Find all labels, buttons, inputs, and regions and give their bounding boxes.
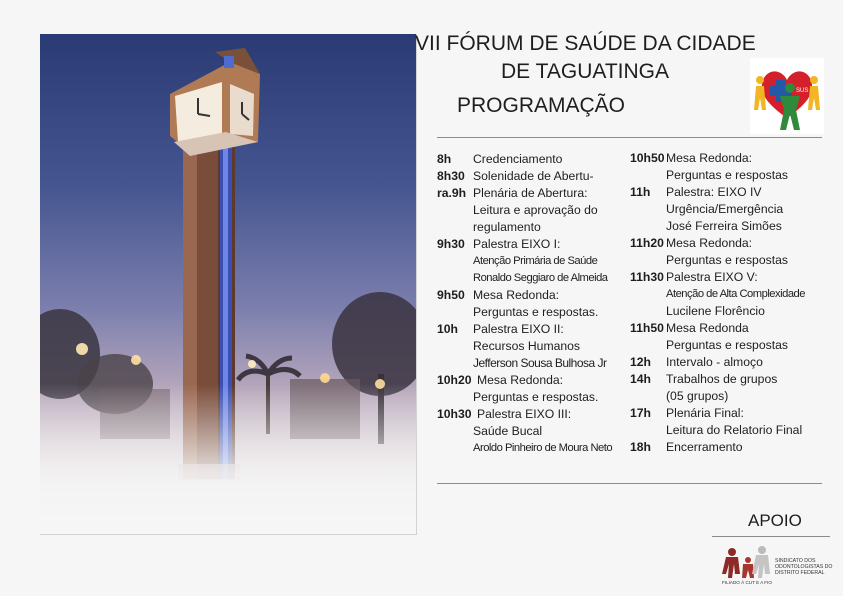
schedule-text: Perguntas e respostas (666, 168, 788, 182)
sponsor-name: SINDICATO DOS ODONTOLOGISTAS DO DISTRITO FEDERAL (775, 558, 833, 576)
schedule-item (630, 405, 830, 439)
schedule-text: Intervalo - almoço (666, 355, 763, 369)
event-title-line2: DE TAGUATINGA (500, 60, 670, 83)
schedule-left-column (437, 151, 632, 457)
schedule-time: 17h (630, 406, 652, 420)
schedule-text: Solenidade de Abertu- (473, 169, 594, 183)
schedule-speaker: Jefferson Sousa Bulhosa Jr (473, 356, 607, 370)
schedule-text: Plenária de Abertura: (473, 186, 588, 200)
bottom-divider (437, 483, 822, 484)
apoio-divider (712, 536, 830, 537)
schedule-item (437, 372, 632, 406)
schedule-time: 9h30 (437, 237, 465, 251)
clock-tower-photo (40, 34, 417, 535)
schedule-text: Recursos Humanos (473, 339, 581, 353)
event-title (415, 30, 755, 86)
schedule-time: 9h50 (437, 288, 465, 302)
schedule-item (630, 439, 830, 456)
schedule-time: 10h30 (437, 407, 472, 421)
schedule-time: 11h (630, 185, 651, 199)
schedule-item (437, 168, 632, 185)
schedule-time: 8h30 (437, 169, 465, 183)
schedule-text: regulamento (473, 220, 541, 234)
schedule-text: Mesa Redonda (666, 321, 749, 335)
schedule-text: Mesa Redonda: (666, 151, 753, 165)
sponsor-tagline: FILIADO À CUT E A FIO (722, 580, 772, 585)
schedule-text: Perguntas e respostas (666, 338, 788, 352)
schedule-speaker: Ronaldo Seggiaro de Almeida (473, 272, 608, 284)
schedule-item (437, 236, 632, 287)
schedule-item (437, 287, 632, 321)
schedule-text: Mesa Redonda: (473, 288, 560, 302)
schedule-time: ra.9h (437, 186, 467, 200)
schedule-text: (05 grupos) (666, 389, 729, 403)
schedule-text: Perguntas e respostas. (473, 305, 599, 319)
schedule-item (437, 185, 632, 236)
schedule-text: Atenção Primária de Saúde (473, 255, 598, 267)
schedule-item (630, 371, 830, 405)
program-heading: PROGRAMAÇÃO (457, 94, 626, 117)
schedule-item (630, 150, 830, 184)
schedule-text: Mesa Redonda: (666, 236, 753, 250)
schedule-text: Urgência/Emergência (666, 202, 784, 216)
schedule-text: Palestra EIXO II: (473, 322, 564, 336)
schedule-text: Leitura e aprovação do (473, 203, 598, 217)
apoio-label: APOIO (748, 511, 802, 530)
schedule-text: Leitura do Relatorio Final (666, 423, 803, 437)
schedule-text: Plenária Final: (666, 406, 744, 420)
schedule-time: 10h (437, 322, 459, 336)
schedule-time: 10h50 (630, 151, 665, 165)
top-divider (437, 137, 822, 138)
schedule-item (630, 269, 830, 320)
schedule-time: 18h (630, 440, 652, 454)
schedule-text: Encerramento (666, 440, 743, 454)
schedule-time: 10h20 (437, 373, 472, 387)
schedule-text: Palestra: EIXO IV (666, 185, 762, 199)
health-heart-people-icon (750, 58, 824, 134)
schedule-item (630, 320, 830, 354)
logo-text: SUS (796, 88, 809, 94)
schedule-text: Perguntas e respostas. (473, 390, 599, 404)
schedule-time: 11h30 (630, 270, 664, 284)
schedule-text: Atenção de Alta Complexidade (666, 288, 805, 300)
schedule-speaker: Aroldo Pinheiro de Moura Neto (473, 442, 613, 454)
schedule-text: Mesa Redonda: (477, 373, 564, 387)
schedule-time: 11h20 (630, 236, 664, 250)
schedule-text: Palestra EIXO III: (477, 407, 572, 421)
schedule-time: 12h (630, 355, 652, 369)
photo-fade-overlay (40, 384, 416, 534)
schedule-item (630, 354, 830, 371)
schedule-text: Perguntas e respostas (666, 253, 788, 267)
schedule-text: Palestra EIXO V: (666, 270, 758, 284)
schedule-time: 8h (437, 152, 452, 166)
schedule-text: Trabalhos de grupos (666, 372, 778, 386)
schedule-item (630, 184, 830, 235)
schedule-time: 14h (630, 372, 652, 386)
schedule-speaker: Lucilene Florêncio (666, 304, 765, 318)
schedule-item (437, 151, 632, 168)
schedule-item (437, 321, 632, 372)
schedule-time: 11h50 (630, 321, 664, 335)
schedule-item (437, 406, 632, 457)
schedule-speaker: José Ferreira Simões (666, 219, 782, 233)
schedule-text: Saúde Bucal (473, 424, 543, 438)
schedule-text: Palestra EIXO I: (473, 237, 561, 251)
schedule-text: Credenciamento (473, 152, 563, 166)
schedule-item (630, 235, 830, 269)
schedule-right-column (630, 150, 830, 456)
event-title-line1: VII FÓRUM DE SAÚDE DA CIDADE (415, 32, 756, 55)
